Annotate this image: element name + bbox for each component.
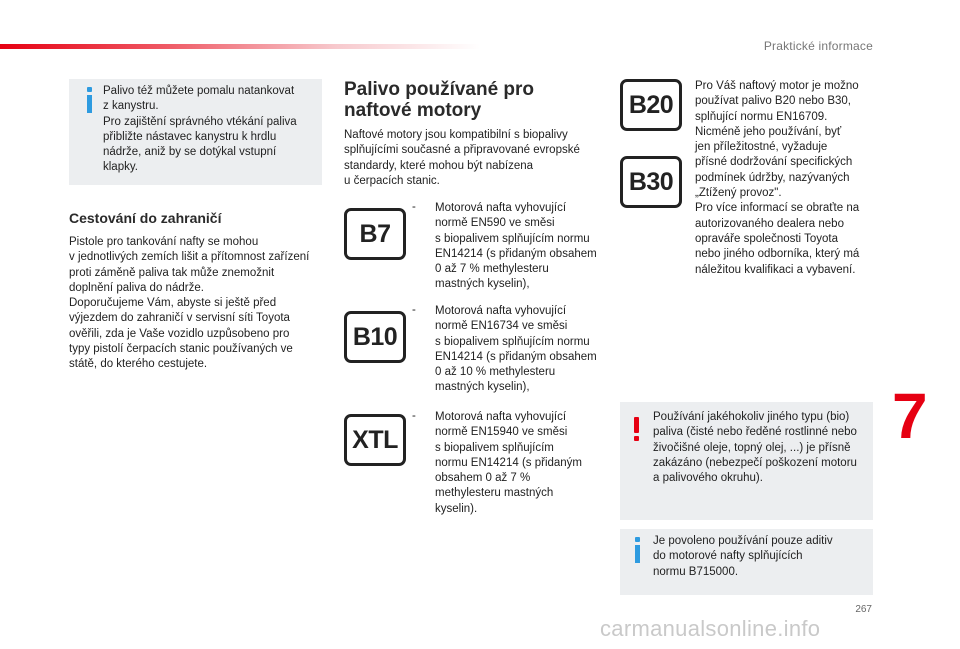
info-box-additives-text: Je povoleno používání pouze aditiv do motorové nafty splňujících normu B715000. — [653, 535, 833, 578]
fuel-label-b7-icon: B7 — [344, 208, 406, 260]
chapter-number: 7 — [892, 380, 928, 452]
warning-box-text: Používání jakéhokoliv jiného typu (bio) paliva (čisté nebo ředěné rostlinné nebo živočišné oleje, topný olej, ...) je přísně zakázáno (nebezpečí poškození motoru a palivového okruhu). — [653, 411, 857, 485]
fuel-label-b30-icon: B30 — [620, 156, 682, 208]
page-header-title: Praktické informace — [763, 39, 873, 53]
fuel-label-b20-icon: B20 — [620, 79, 682, 131]
info-icon — [631, 537, 645, 563]
info-icon — [83, 87, 97, 113]
fuel-b7-text: Motorová nafta vyhovující normě EN590 ve směsi s biopalivem splňujícím normu EN14214 (s přidaným obsahem 0 až 7 % methylesteru mastných kyselin), — [435, 202, 597, 291]
diesel-fuel-intro: Naftové motory jsou kompatibilní s biopalivy splňujícími současné a připravované evropské standardy, které mohou být nabízena u čerpacích stanic. — [344, 129, 580, 187]
fuel-b7-dash: - — [412, 201, 416, 213]
warning-icon — [631, 417, 643, 441]
diesel-fuel-heading: Palivo používané pro naftové motory — [344, 79, 535, 121]
fuel-label-b10-icon: B10 — [344, 311, 406, 363]
info-box-canister-text: Palivo též můžete pomalu natankovat z kanystru. Pro zajištění správného vtékání paliva přibližte nástavec kanystru k hrdlu nádrže, aniž by se dotýkal vstupní klapky. — [103, 85, 297, 174]
header-accent-bar — [0, 44, 480, 49]
fuel-label-xtl-icon: XTL — [344, 414, 406, 466]
page-number: 267 — [855, 604, 872, 615]
info-box-additives — [620, 529, 873, 595]
fuel-xtl-dash: - — [412, 410, 416, 422]
info-box-canister — [69, 79, 322, 185]
watermark-text: carmanualsonline.info — [600, 616, 821, 641]
abroad-heading: Cestování do zahraničí — [69, 210, 222, 226]
fuel-b10-dash: - — [412, 304, 416, 316]
abroad-text: Pistole pro tankování nafty se mohou v jednotlivých zemích lišit a přítomnost zařízení proti záměně paliva tak může znemožnit doplnění paliva do nádrže. Doporučujeme Vám, abyste si ještě před výjezdem do zahraničí v servisní síti Toyota ověřili, zda je Vaše vozidlo uzpůsobeno pro typy pistolí čerpacích stanic používaných ve státě, do kterého cestujete. — [69, 236, 310, 371]
warning-box-fuels — [620, 402, 873, 520]
fuel-b10-text: Motorová nafta vyhovující normě EN16734 ve směsi s biopalivem splňujícím normu EN14214 (s přidaným obsahem 0 až 10 % methylesteru mastných kyselin), — [435, 305, 597, 394]
fuel-xtl-text: Motorová nafta vyhovující normě EN15940 ve směsi s biopalivem splňujícím normu EN14214 (s přidaným obsahem 0 až 7 % methylesteru mastných kyselin). — [435, 411, 583, 515]
b20-b30-text: Pro Váš naftový motor je možno používat palivo B20 nebo B30, splňující normu EN16709. Nicméně jeho používání, byť jen příležitostné, vyžaduje přísné dodržování specifických podmínek údržby, nazývaných „Ztížený provoz". Pro více informací se obraťte na autorizovaného dealera nebo opraváře společnosti Toyota nebo jiného odborníka, který má náležitou kvalifikaci a vybavení. — [695, 80, 860, 276]
